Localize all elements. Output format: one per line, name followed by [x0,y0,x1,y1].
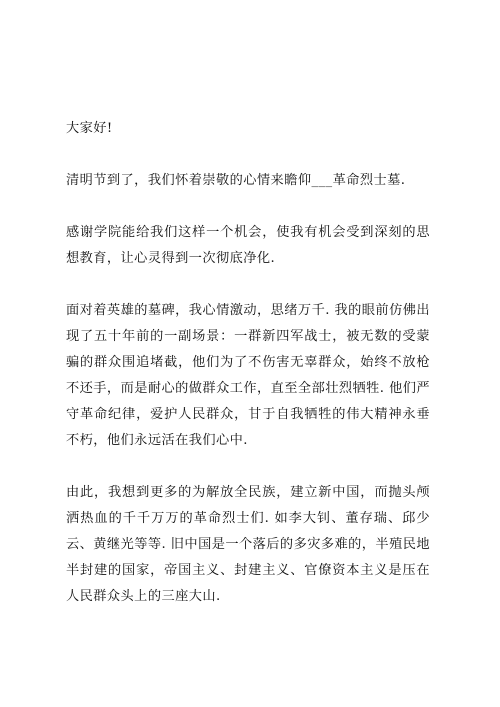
opening-paragraph: 清明节到了，我们怀着崇敬的心情来瞻仰___革命烈士墓. [66,173,406,188]
history-paragraph: 由此，我想到更多的为解放全民族，建立新中国，而抛头颅洒热血的千千万万的革命烈士们. 如李大钊、董存瑞、邱少云、黄继光等等. 旧中国是一个落后的多灾多难的，半殖民地半封建的国家，帝国主义、封建主义、官僚资本主义是压在人民群众头上的三座大山. [66,485,430,604]
greeting-paragraph: 大家好! [66,121,113,136]
document-body [66,116,430,610]
thanks-paragraph: 感谢学院能给我们这样一个机会，使我有机会受到深刻的思想教育，让心灵得到一次彻底净化. [66,225,430,266]
reflection-paragraph: 面对着英雄的墓碑，我心情激动，思绪万千. 我的眼前仿佛出现了五十年前的一副场景：一群新四军战士，被无数的受蒙骗的群众围追堵截，他们为了不伤害无辜群众，始终不放枪不还手，而是耐心的做群众工作，直至全部壮烈牺牲. 他们严守革命纪律，爱护人民群众，甘于自我牺牲的伟大精神永垂不朽，他们永远活在我们心中. [66,303,430,448]
